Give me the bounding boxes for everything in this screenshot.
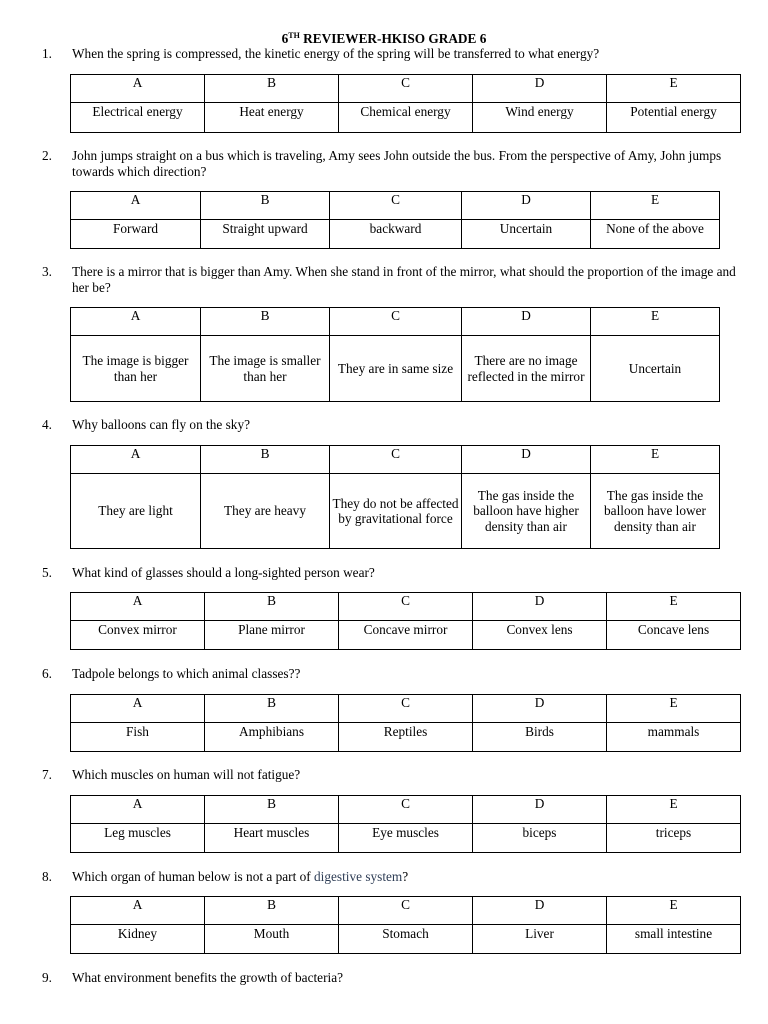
question-1 [0,46,768,119]
option-e: Concave lens [607,621,741,650]
question-number: 9. [42,970,52,985]
option-b: Plane mirror [205,621,339,650]
question-text: What kind of glasses should a long-sighted person wear? [72,565,375,580]
option-d: The gas inside the balloon have higher density than air [462,474,591,549]
option-letter-d: D [462,192,591,220]
options-table [70,307,720,402]
question-text-part: ? [402,869,409,884]
options-table [70,694,741,752]
option-letter-e: E [607,897,741,925]
option-a: Leg muscles [71,824,205,853]
options-table [70,592,741,650]
option-c: Chemical energy [339,103,473,133]
option-letter-e: E [607,695,741,723]
option-b: Heart muscles [205,824,339,853]
option-letter-a: A [71,75,205,103]
options-table [70,795,741,853]
option-letter-c: C [339,593,473,621]
title-superscript: TH [288,31,300,40]
question-text: John jumps straight on a bus which is traveling, Amy sees John outside the bus. From the perspective of Amy, John jumps towards which direction? [72,148,722,179]
option-b: Straight upward [201,220,330,249]
options-table [70,74,741,133]
option-d: Convex lens [473,621,607,650]
option-letter-c: C [339,796,473,824]
option-letter-e: E [607,75,741,103]
option-letter-b: B [205,695,339,723]
option-a: Convex mirror [71,621,205,650]
option-letter-a: A [71,897,205,925]
option-c: Reptiles [339,723,473,752]
option-e: small intestine [607,925,741,954]
question-text: Which muscles on human will not fatigue? [72,767,301,782]
option-letter-c: C [339,695,473,723]
question-text: Tadpole belongs to which animal classes?? [72,666,301,681]
option-c: backward [330,220,462,249]
option-d: Liver [473,925,607,954]
option-letter-b: B [205,75,339,103]
question-text: When the spring is compressed, the kinetic energy of the spring will be transferred to what energy? [72,46,600,61]
question-number: 7. [42,767,52,782]
option-letter-e: E [591,192,720,220]
question-text: Why balloons can fly on the sky? [72,417,250,432]
question-number: 2. [42,148,52,163]
question-7 [0,767,768,840]
title-text: REVIEWER-HKISO GRADE 6 [299,31,487,46]
question-4 [0,417,768,534]
option-letter-d: D [462,308,591,336]
option-e: mammals [607,723,741,752]
question-5 [0,565,768,637]
option-d: Wind energy [473,103,607,133]
option-letter-d: D [462,446,591,474]
option-letter-b: B [205,593,339,621]
option-b: Amphibians [205,723,339,752]
option-letter-b: B [205,796,339,824]
option-letter-d: D [473,796,607,824]
option-letter-d: D [473,897,607,925]
option-letter-e: E [607,796,741,824]
question-8 [0,869,768,941]
question-3 [0,264,768,384]
title-number: 6 [281,31,289,46]
option-letter-c: C [339,897,473,925]
question-text [72,869,737,885]
option-letter-c: C [330,308,462,336]
question-number: 1. [42,46,52,61]
option-d: biceps [473,824,607,853]
option-e: Potential energy [607,103,741,133]
option-letter-d: D [473,695,607,723]
option-d: Birds [473,723,607,752]
option-letter-a: A [71,796,205,824]
option-letter-d: D [473,75,607,103]
option-letter-b: B [201,446,330,474]
option-d: There are no image reflected in the mirror [462,336,591,402]
options-table [70,445,720,549]
option-letter-e: E [591,446,720,474]
option-a: Electrical energy [71,103,205,133]
question-text-highlight: digestive system [314,869,403,884]
option-letter-d: D [473,593,607,621]
option-c: Concave mirror [339,621,473,650]
question-text-part: Which organ of human below is not a part of [72,869,314,884]
option-letter-a: A [71,446,201,474]
option-letter-c: C [339,75,473,103]
option-a: Forward [71,220,201,249]
option-a: They are light [71,474,201,549]
option-b: Mouth [205,925,339,954]
option-a: The image is bigger than her [71,336,201,402]
option-b: They are heavy [201,474,330,549]
question-number: 3. [42,264,52,279]
option-letter-a: A [71,192,201,220]
option-letter-c: C [330,192,462,220]
question-text: What environment benefits the growth of bacteria? [72,970,344,985]
option-letter-c: C [330,446,462,474]
option-letter-a: A [71,593,205,621]
option-d: Uncertain [462,220,591,249]
option-e: None of the above [591,220,720,249]
question-text: There is a mirror that is bigger than Amy. When she stand in front of the mirror, what should the proportion of the image and her be? [72,264,736,295]
option-e: triceps [607,824,741,853]
option-letter-b: B [201,308,330,336]
option-e: Uncertain [591,336,720,402]
option-letter-b: B [205,897,339,925]
option-letter-e: E [607,593,741,621]
question-6 [0,666,768,739]
option-letter-a: A [71,695,205,723]
option-c: They do not be affected by gravitational force [330,474,462,549]
option-a: Fish [71,723,205,752]
page-title [0,31,768,47]
question-2 [0,148,768,236]
question-number: 5. [42,565,52,580]
option-c: They are in same size [330,336,462,402]
question-9 [0,970,768,986]
option-e: The gas inside the balloon have lower density than air [591,474,720,549]
option-letter-b: B [201,192,330,220]
option-letter-e: E [591,308,720,336]
options-table [70,191,720,249]
question-number: 4. [42,417,52,432]
option-c: Stomach [339,925,473,954]
question-number: 6. [42,666,52,681]
option-c: Eye muscles [339,824,473,853]
question-number: 8. [42,869,52,884]
option-a: Kidney [71,925,205,954]
option-b: The image is smaller than her [201,336,330,402]
options-table [70,896,741,954]
option-letter-a: A [71,308,201,336]
option-b: Heat energy [205,103,339,133]
